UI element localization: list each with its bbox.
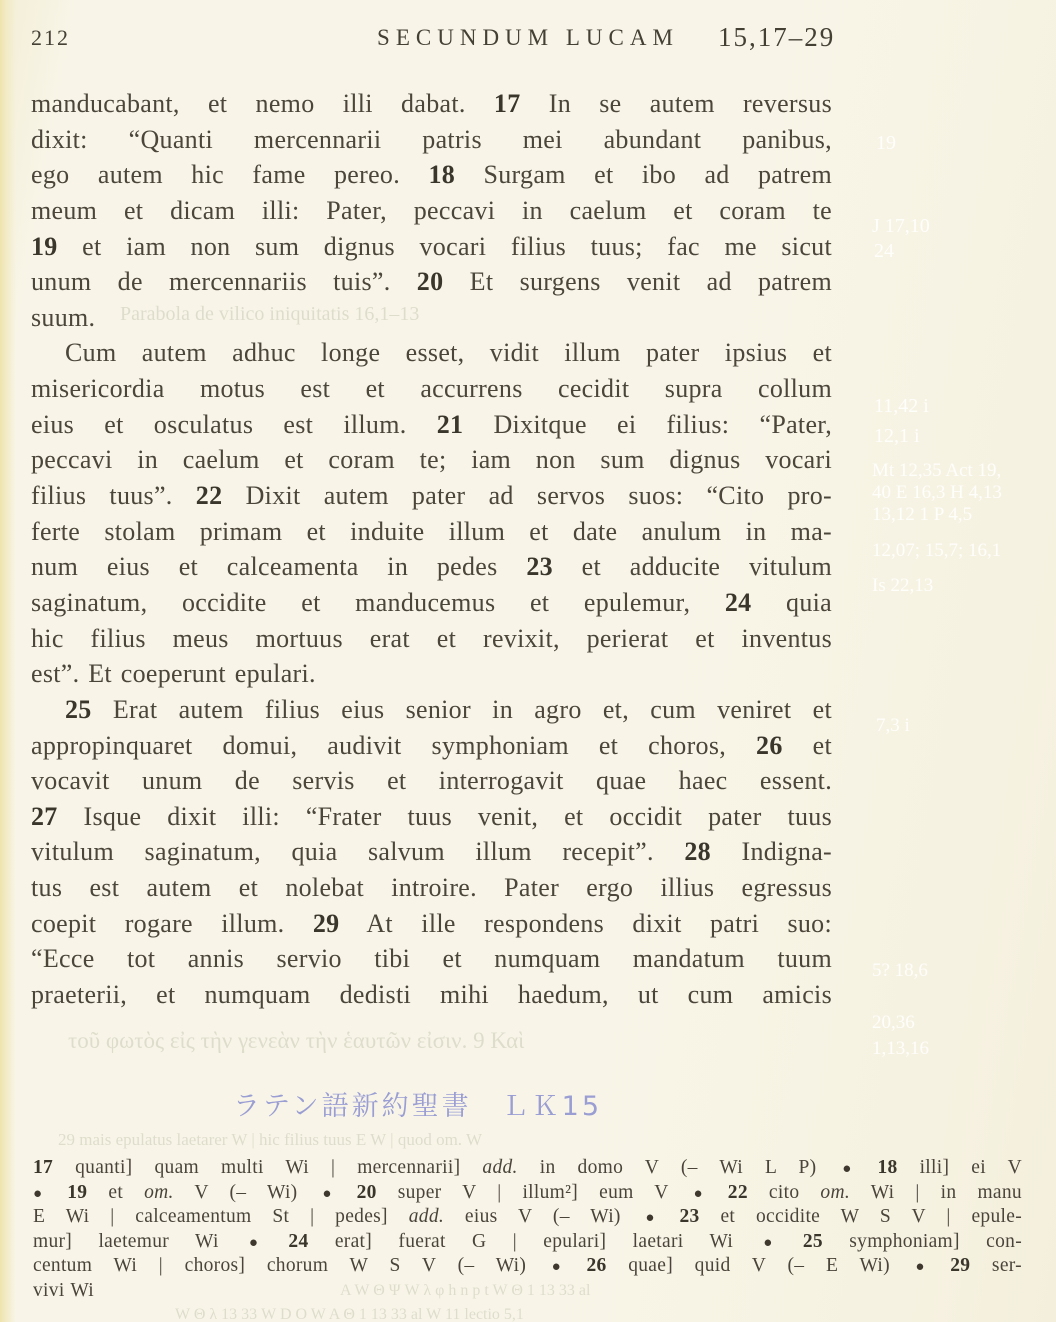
text-run: Erat autem filius eius senior in agro et, cum veniret et xyxy=(91,694,832,724)
body-line xyxy=(31,549,832,585)
text-run: et xyxy=(782,730,832,760)
bleedthrough-ghost-text: 40 E 16,3 H 4,13 xyxy=(872,482,1002,503)
text-run: eius et osculatus est illum. xyxy=(31,409,437,439)
body-line xyxy=(31,300,832,336)
body-line xyxy=(31,371,832,407)
text-run: ser- xyxy=(970,1255,1022,1277)
verse-number: 28 xyxy=(684,837,711,867)
text-run: cito xyxy=(747,1181,821,1203)
text-run: quae] quid V (– E Wi) xyxy=(606,1255,890,1277)
separator-bullet-icon: ● xyxy=(307,1185,347,1202)
text-run: vivi Wi xyxy=(33,1279,95,1301)
verse-number: 25 xyxy=(802,1230,823,1252)
body-line xyxy=(31,86,832,122)
bleedthrough-ghost-text: 1,13,16 xyxy=(872,1038,929,1059)
text-run: symphoniam] con- xyxy=(822,1230,1022,1252)
text-run: manducabant, et nemo illi dabat. xyxy=(31,89,494,118)
text-run: et xyxy=(87,1181,145,1203)
text-run: suum. xyxy=(31,302,96,332)
text-run: quanti] quam multi Wi | mercennarii] xyxy=(53,1157,483,1178)
text-run: Surgam et ibo ad patrem xyxy=(455,160,832,190)
bleedthrough-ghost-text: 24 xyxy=(874,240,894,262)
text-run: unum de mercennariis tuis”. xyxy=(31,267,417,297)
bleedthrough-ghost-text: Mt 12,35 Act 19, xyxy=(872,460,1002,481)
separator-bullet-icon: ● xyxy=(826,1161,868,1177)
text-run: illi] ei V xyxy=(897,1157,1022,1178)
verse-number: 19 xyxy=(31,231,58,261)
text-run: Dixit autem pater ad servos suos: “Cito pro- xyxy=(222,481,832,511)
verse-number: 29 xyxy=(312,908,340,938)
bleedthrough-ghost-text: 12,07; 15,7; 16,1 xyxy=(872,540,1002,561)
text-run: “Ecce tot annis servio tibi et numquam mandatum tuum xyxy=(31,944,832,974)
verse-number: 26 xyxy=(586,1255,607,1277)
apparatus-line xyxy=(33,1279,1022,1304)
verse-number: 18 xyxy=(428,160,456,190)
bleedthrough-ghost-text: W Θ λ 13 33 W D O W A Θ 1 13 33 al W 11 lectio 5,1 xyxy=(175,1306,524,1322)
text-run: centum Wi | choros] chorum W S V (– Wi) xyxy=(33,1255,527,1277)
verse-number: 18 xyxy=(877,1157,898,1178)
text-run: vitulum saginatum, quia salvum illum recepit”. xyxy=(31,837,685,867)
verse-number: 20 xyxy=(356,1181,377,1203)
owner-stamp-label: ラテン語新約聖書 ＬＫ15 xyxy=(233,1091,603,1122)
body-line xyxy=(31,763,832,799)
text-run: Cum autem adhuc longe esset, vidit illum pater ipsius et xyxy=(65,338,832,368)
bleedthrough-ghost-text: 20,36 xyxy=(872,1012,915,1033)
apparatus-line xyxy=(33,1254,1022,1279)
text-run: dixit: “Quanti mercennarii patris mei abundant panibus, xyxy=(31,124,832,154)
critical-apparatus xyxy=(33,1156,1022,1304)
bleedthrough-ghost-text: J 17,10 xyxy=(872,215,930,237)
bleedthrough-ghost-text: τοῦ φωτὸς εἰς τὴν γενεὰν τὴν ἑαυτῶν εἰσιν. 9 Καὶ xyxy=(68,1028,525,1053)
apparatus-line xyxy=(33,1181,1022,1206)
text-run: hic filius meus mortuus erat et revixit, perierat et inventus xyxy=(31,623,832,653)
body-line xyxy=(31,941,832,977)
text-run: meum et dicam illi: Pater, peccavi in caelum et coram te xyxy=(31,195,832,225)
text-run: tus est autem et nolebat introire. Pater ergo illius egressus xyxy=(31,873,832,903)
body-line xyxy=(31,906,832,942)
text-run: in domo V (– Wi L P) xyxy=(517,1157,817,1178)
body-line xyxy=(31,514,832,550)
separator-bullet-icon: ● xyxy=(228,1234,279,1251)
italic-run: om. xyxy=(820,1181,851,1203)
text-run: appropinquaret domui, audivit symphoniam et choros, xyxy=(31,730,757,760)
bleedthrough-ghost-text: 5? 18,6 xyxy=(872,960,928,981)
text-run: et adducite vitulum xyxy=(552,552,832,582)
text-run: ferte stolam primam et induite illum et date anulum in ma- xyxy=(31,516,832,546)
text-run: At ille respondens dixit patri suo: xyxy=(339,908,832,938)
italic-run: add. xyxy=(408,1206,445,1228)
bleedthrough-ghost-text: 7,3 i xyxy=(876,715,910,736)
body-line xyxy=(31,977,832,1013)
page-edge-strip xyxy=(0,0,16,1322)
verse-number: 17 xyxy=(33,1157,54,1178)
text-run: In se autem reversus xyxy=(520,89,832,118)
verse-number: 22 xyxy=(195,481,223,511)
text-run: et occidite W S V | epule- xyxy=(699,1206,1022,1228)
verse-number: 23 xyxy=(526,552,553,582)
separator-bullet-icon: ● xyxy=(678,1185,718,1202)
bleedthrough-ghost-text: 11,42 i xyxy=(874,395,929,417)
separator-bullet-icon: ● xyxy=(630,1210,670,1227)
text-run: ego autem hic fame pereo. xyxy=(31,160,429,190)
separator-bullet-icon: ● xyxy=(33,1185,58,1202)
text-run: super V | illum²] eum V xyxy=(376,1181,669,1203)
body-line xyxy=(31,621,832,657)
body-line xyxy=(31,335,832,371)
verse-number: 24 xyxy=(724,587,752,617)
verse-number: 19 xyxy=(67,1181,88,1203)
italic-run: add. xyxy=(482,1157,518,1178)
italic-run: om. xyxy=(144,1181,174,1203)
page-number: 212 xyxy=(31,25,70,50)
text-run: erat] fuerat G | epulari] laetari Wi xyxy=(308,1230,734,1252)
text-run: quia xyxy=(751,587,833,617)
body-line xyxy=(31,834,832,870)
bleedthrough-ghost-text: 12,1 i xyxy=(874,425,920,447)
verse-number: 17 xyxy=(493,89,521,118)
bleedthrough-ghost-text: Is 22,13 xyxy=(872,575,934,596)
text-run: et iam non sum dignus vocari filius tuus; fac me sicut xyxy=(57,231,832,261)
text-run: Dixitque ei filius: “Pater, xyxy=(463,409,832,439)
body-line xyxy=(31,478,832,514)
verse-number: 22 xyxy=(727,1181,748,1203)
body-line xyxy=(31,870,832,906)
separator-bullet-icon: ● xyxy=(899,1259,941,1276)
body-line xyxy=(31,157,832,193)
text-run: Isque dixit illi: “Frater tuus venit, et occidit pater tuus xyxy=(57,801,832,831)
verse-number: 23 xyxy=(679,1206,700,1228)
text-run: mur] laetemur Wi xyxy=(33,1230,219,1252)
body-line xyxy=(31,585,832,621)
body-line xyxy=(31,728,832,764)
separator-bullet-icon: ● xyxy=(536,1259,577,1276)
verse-number: 29 xyxy=(950,1255,971,1277)
body-line xyxy=(31,799,832,835)
text-run: Indigna- xyxy=(710,837,832,867)
verse-number: 24 xyxy=(288,1230,309,1252)
running-title: SECUNDUM LUCAM xyxy=(377,25,679,50)
text-run: V (– Wi) xyxy=(173,1181,298,1203)
bleedthrough-ghost-text: A W Θ Ψ W λ φ h n p t W Θ 1 13 33 al xyxy=(340,1282,591,1299)
body-line xyxy=(31,692,832,728)
text-run: E Wi | calceamentum St | pedes] xyxy=(33,1206,409,1228)
bleedthrough-ghost-text: 19 xyxy=(876,132,896,154)
body-line xyxy=(31,229,832,265)
body-line xyxy=(31,442,832,478)
text-run: vocavit unum de servis et interrogavit quae haec essent. xyxy=(31,766,832,796)
bleedthrough-ghost-text: 13,12 1 P 4,5 xyxy=(872,504,973,525)
apparatus-line xyxy=(33,1156,1022,1181)
text-run: praeterii, et numquam dedisti mihi haedum, ut cum amicis xyxy=(31,980,832,1010)
bleedthrough-ghost-text: Parabola de vilico iniquitatis 16,1–13 xyxy=(120,303,420,325)
text-run: saginatum, occidite et manducemus et epulemur, xyxy=(31,587,725,617)
text-run: Wi | in manu xyxy=(850,1181,1022,1203)
body-line xyxy=(31,122,832,158)
text-run: est”. Et coeperunt epulari. xyxy=(31,659,316,689)
text-run: coepit rogare illum. xyxy=(31,908,313,938)
text-run: num eius et calceamenta in pedes xyxy=(31,552,527,582)
verse-number: 25 xyxy=(65,694,92,724)
verse-number: 26 xyxy=(756,730,783,760)
verse-number: 27 xyxy=(31,801,58,831)
verse-number: 21 xyxy=(436,409,464,439)
apparatus-line xyxy=(33,1230,1022,1255)
body-line xyxy=(31,193,832,229)
body-line xyxy=(31,407,832,443)
body-line xyxy=(31,656,832,692)
text-run: peccavi in caelum et coram te; iam non sum dignus vocari xyxy=(31,445,832,475)
separator-bullet-icon: ● xyxy=(743,1234,793,1251)
text-run: Et surgens venit ad patrem xyxy=(443,267,832,297)
verse-range: 15,17–29 xyxy=(718,22,836,52)
bleedthrough-ghost-text: 29 mais epulatus laetarer W | hic filius tuus E W | quod om. W xyxy=(58,1130,483,1149)
body-text xyxy=(31,86,832,1013)
body-line xyxy=(31,264,832,300)
text-run: misericordia motus est et accurrens cecidit supra collum xyxy=(31,374,832,404)
text-run: filius tuus”. xyxy=(31,481,196,511)
verse-number: 20 xyxy=(416,267,444,297)
apparatus-line xyxy=(33,1205,1022,1230)
text-run: eius V (– Wi) xyxy=(444,1206,621,1228)
